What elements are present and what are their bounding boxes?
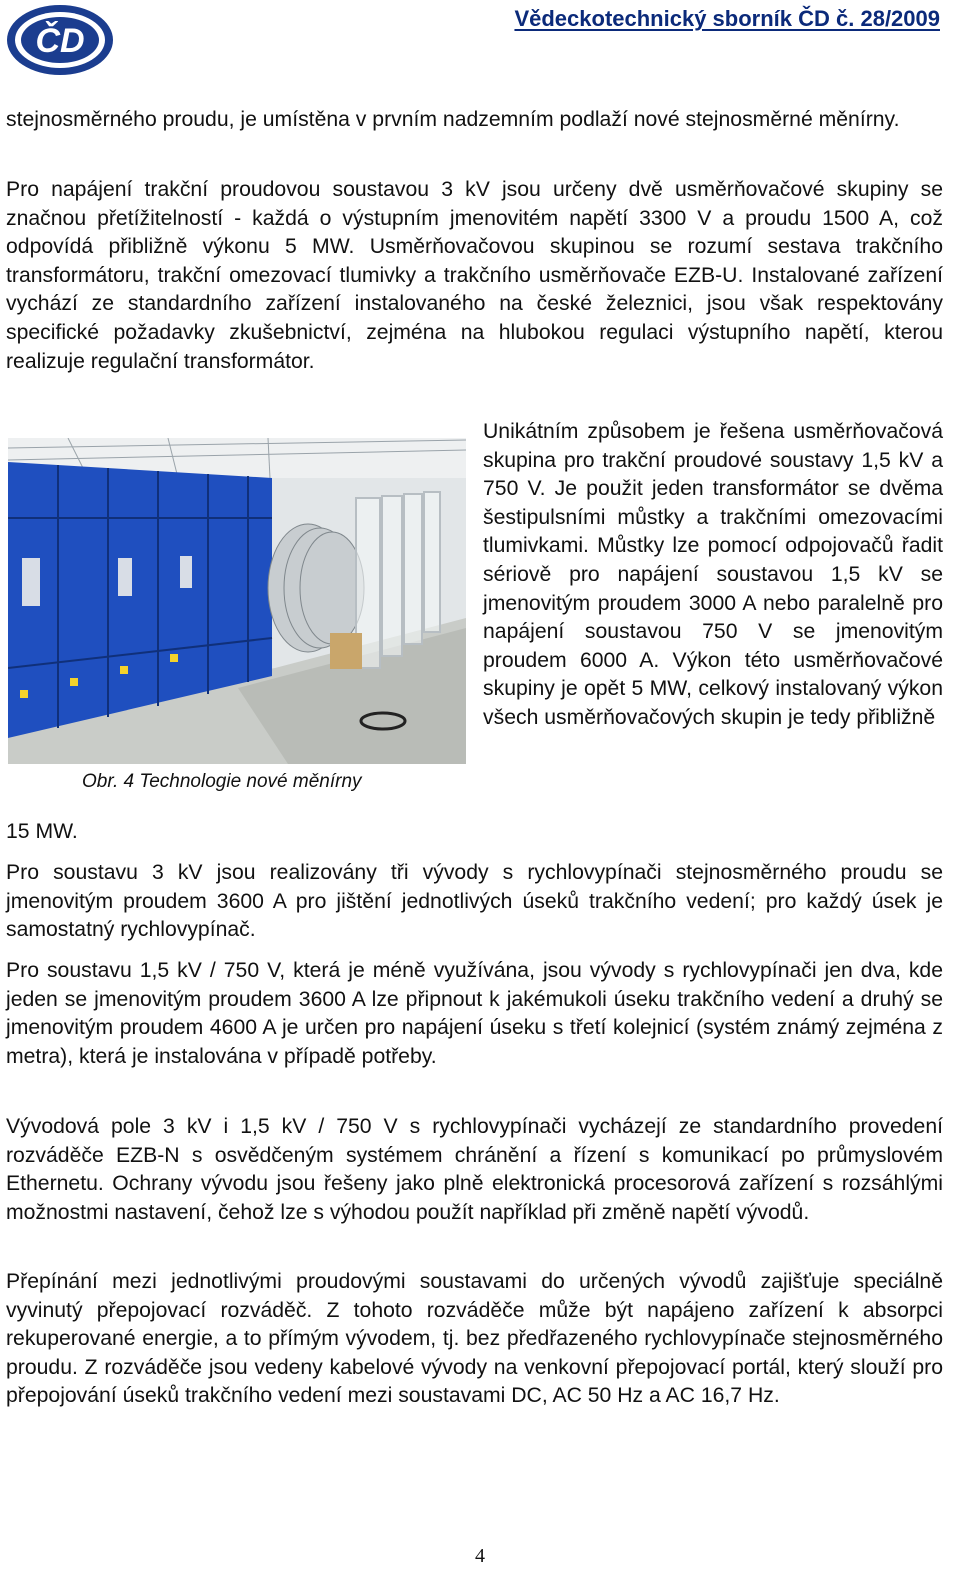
paragraph-2: Pro napájení trakční proudovou soustavou 3 kV jsou určeny dvě usměrňovačové skupiny se značnou přetížitelností - každá o výstupním jmenovitém napětí 3300 V a proudu 1500 A, což odpovídá přibližně výkonu 5 MW. Usměrňovačovou skupinou se rozumí sestava trakčního transformátoru, trakční omezovací tlumivky a trakčního usměrňovače EZB-U. Instalované zařízení vychází ze standardního zařízení instalovaného na české železnici, jsou však respektovány specifické požadavky zkušebnictví, zejména na hlubokou regulaci výstupního napětí, kterou realizuje regulační transformátor. [6,178,943,373]
paragraph-7: Přepínání mezi jednotlivými proudovými soustavami do určených vývodů zajišťuje speciálně vyvinutý přepojovací rozváděč. Z tohoto rozváděče může být napájeno zařízení k absorpci rekuperované energie, a to přímým vývodem, tj. bez předřazeného rychlovypínače stejnosměrného proudu. Z rozváděče jsou vedeny kabelové vývody na venkovní přepojovací portál, který slouží pro přepojování úseků trakčního vedení mezi soustavami DC, AC 50 Hz a AC 16,7 Hz. [6,1270,943,1408]
paragraph-3-side: Unikátním způsobem je řešena usměrňovačová skupina pro trakční proudové soustavy 1,5 kV a 750 V. Je použit jeden transformátor se dvěma šestipulsními můstky a trakčními omezovacími tlumivkami. Můstky lze pomocí odpojovačů řadit sériově pro napájení soustavou 1,5 kV se jmenovitým proudem 3000 A nebo paralelně pro napájení soustavou 750 V se jmenovitým proudem 6000 A. Výkon této usměrňovačové skupiny je opět 5 MW, celkový instalovaný výkon všech usměrňovačových skupin je tedy přibližně [483,420,943,729]
paragraph-6: Vývodová pole 3 kV i 1,5 kV / 750 V s rychlovypínači vycházejí ze standardního provedení rozváděče EZB-N s osvědčeným systémem chránění a řízení s komunikací po průmyslovém Ethernetu. Ochrany vývodu jsou řešeny jako plně elektronická procesorová zařízení s rozsáhlými možnostmi nastavení, čehož lze s výhodou použít například při změně napětí vývodů. [6,1115,943,1224]
paragraph-1: stejnosměrného proudu, je umístěna v prvním nadzemním podlaží nové stejnosměrné měnírny. [6,108,900,131]
cd-logo-text: ČD [35,22,85,60]
page-number: 4 [475,1545,485,1567]
figure-caption: Obr. 4 Technologie nové měnírny [82,771,362,792]
figure-photo [8,438,466,764]
cd-logo [4,2,116,78]
paragraph-5: Pro soustavu 1,5 kV / 750 V, která je méně využívána, jsou vývody s rychlovypínači jen dva, kde jeden se jmenovitým proudem 3600 A lze připnout k jakémukoli úseku trakčního vedení a druhý se jmenovitým proudem 4600 A je určen pro napájení úseku s třetí kolejnicí (systém známý zejména z metra), která je instalována v případě potřeby. [6,959,943,1068]
journal-title: Vědeckotechnický sborník ČD č. 28/2009 [514,6,940,31]
paragraph-4: Pro soustavu 3 kV jsou realizovány tři vývody s rychlovypínači stejnosměrného proudu se jmenovitým proudem 3600 A pro jištění jednotlivých úseků trakčního vedení; pro každý úsek je samostatný rychlovypínač. [6,861,943,942]
switchgear-illustration [8,438,466,764]
paragraph-3-tail: 15 MW. [6,820,78,843]
